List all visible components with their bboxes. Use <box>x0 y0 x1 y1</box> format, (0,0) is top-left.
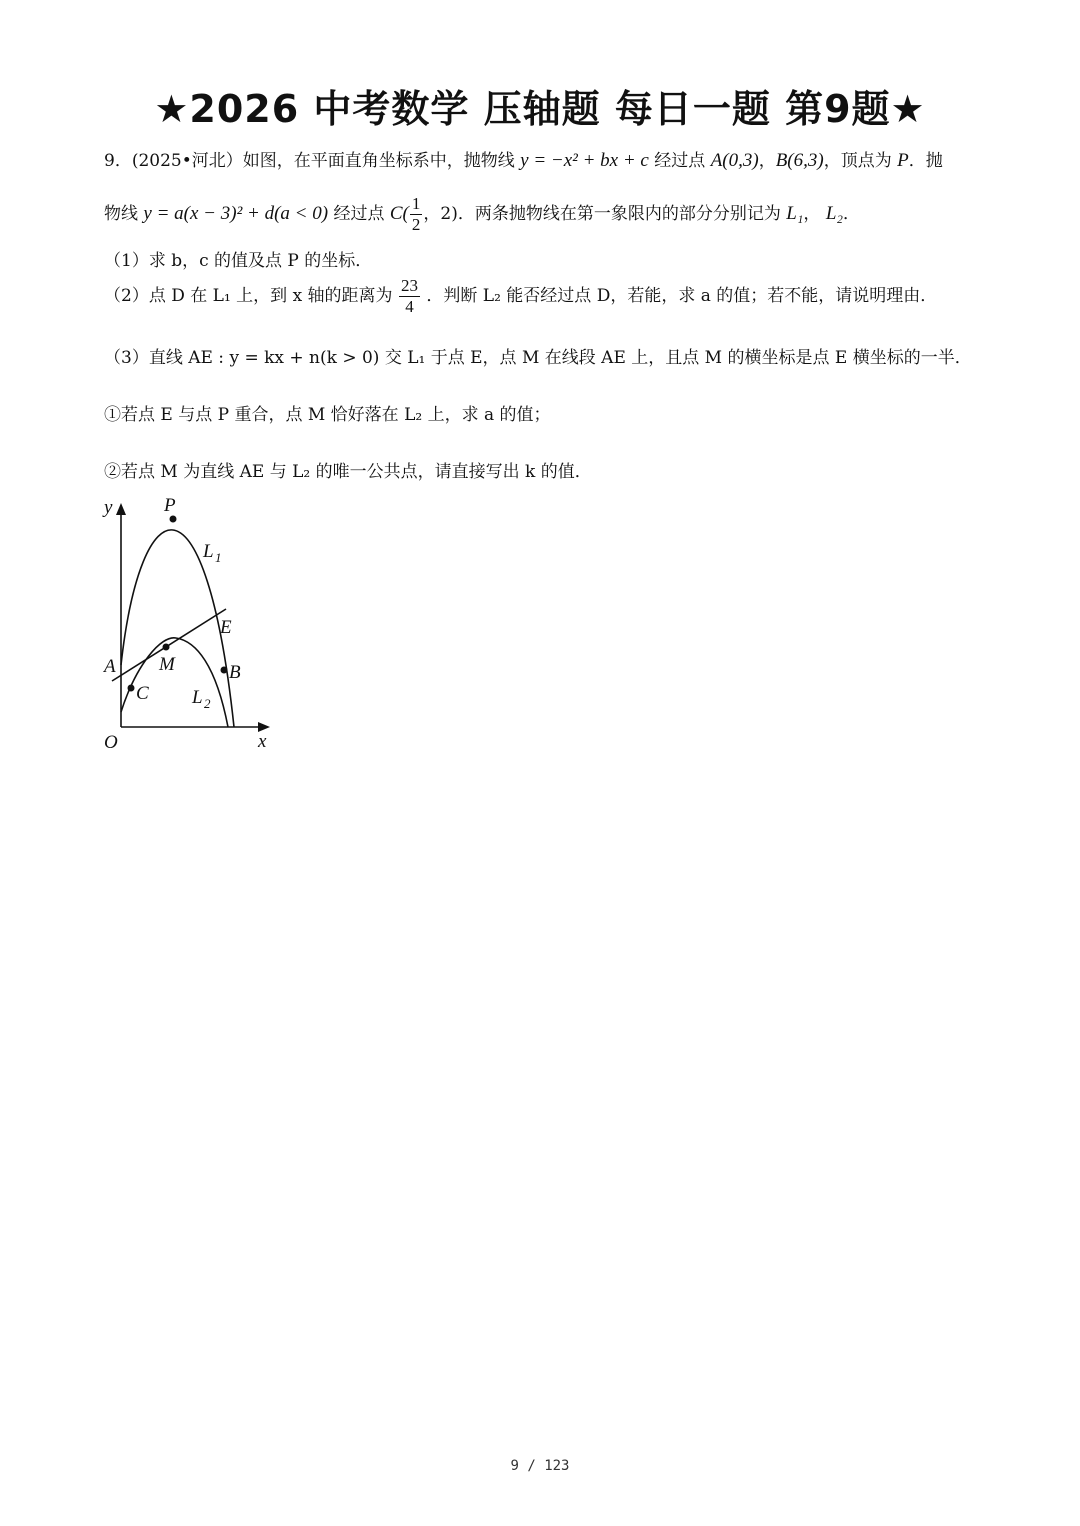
label-l1: L₁ <box>786 203 804 224</box>
label-origin: O <box>104 732 118 753</box>
part-2-prefix: （2）点 D 在 L₁ 上，到 x 轴的距离为 <box>104 286 393 306</box>
point-a-coords: A(0,3) <box>710 150 759 171</box>
point-m <box>163 644 170 651</box>
problem-intro-text: 9．(2025•河北）如图，在平面直角坐标系中，抛物线 <box>104 151 515 171</box>
page-title: ★2026 中考数学 压轴题 每日一题 第9题★ <box>154 87 926 131</box>
comma: ， <box>758 151 776 171</box>
part-3-question: （3）直线 AE : y = kx + n(k > 0) 交 L₁ 于点 E，点 M 在线段 AE 上，且点 M 的横坐标是点 E 横坐标的一半． <box>104 348 972 368</box>
part-3-sub-2: ②若点 M 为直线 AE 与 L₂ 的唯一公共点，请直接写出 k 的值． <box>104 462 592 482</box>
line1-end: ．抛 <box>908 151 943 171</box>
y-axis-arrow-icon <box>116 503 126 515</box>
line2-prefix: 物线 <box>104 204 138 224</box>
fraction-denominator: 4 <box>405 297 414 316</box>
label-l1-subscript: 1 <box>215 550 222 565</box>
label-a: A <box>104 656 116 677</box>
fraction-23-4 <box>399 276 420 317</box>
fraction-numerator: 1 <box>411 194 421 213</box>
comma: ， <box>803 204 821 224</box>
problem-line-2 <box>104 194 860 235</box>
part-3-sub-1: ①若点 E 与点 P 重合，点 M 恰好落在 L₂ 上，求 a 的值； <box>104 405 551 425</box>
line2-end: ． <box>843 204 861 224</box>
label-e: E <box>220 617 232 638</box>
vertex-text: ，顶点为 <box>823 151 892 171</box>
part-1-question: （1）求 b，c 的值及点 P 的坐标． <box>104 251 373 271</box>
label-y-axis: y <box>104 497 113 518</box>
point-b <box>221 667 228 674</box>
page-number: 9 / 123 <box>510 1458 570 1474</box>
label-l2: L₂ <box>825 203 844 224</box>
label-l2-subscript: 2 <box>204 696 211 711</box>
label-m: M <box>159 654 175 675</box>
coordinate-figure <box>96 495 281 755</box>
parabola-l2-equation: y = a(x − 3)² + d(a < 0) <box>143 203 329 224</box>
line2-mid: 经过点 <box>333 204 385 224</box>
fraction-one-half <box>410 194 423 235</box>
label-c: C <box>136 683 149 704</box>
pass-through-text: 经过点 <box>654 151 706 171</box>
point-c <box>128 685 135 692</box>
point-b-coords: B(6,3) <box>775 150 824 171</box>
problem-line-1 <box>104 146 943 172</box>
point-p <box>170 516 177 523</box>
label-l2-figure: L <box>192 687 203 708</box>
vertex-p: P <box>897 150 909 171</box>
label-x-axis: x <box>258 731 267 752</box>
part-2-suffix: ．判断 L₂ 能否经过点 D，若能，求 a 的值；若不能，请说明理由． <box>426 286 938 306</box>
point-c-open: C( <box>389 203 409 224</box>
label-b: B <box>229 662 241 683</box>
fraction-numerator: 23 <box>400 276 418 295</box>
part-2-question <box>104 276 937 317</box>
fraction-denominator: 2 <box>411 215 421 234</box>
label-l1-figure: L <box>203 541 214 562</box>
point-c-close: ，2)．两条抛物线在第一象限内的部分分别记为 <box>423 204 781 224</box>
parabola-l1-equation: y = −x² + bx + c <box>520 150 649 171</box>
label-p: P <box>164 495 176 516</box>
